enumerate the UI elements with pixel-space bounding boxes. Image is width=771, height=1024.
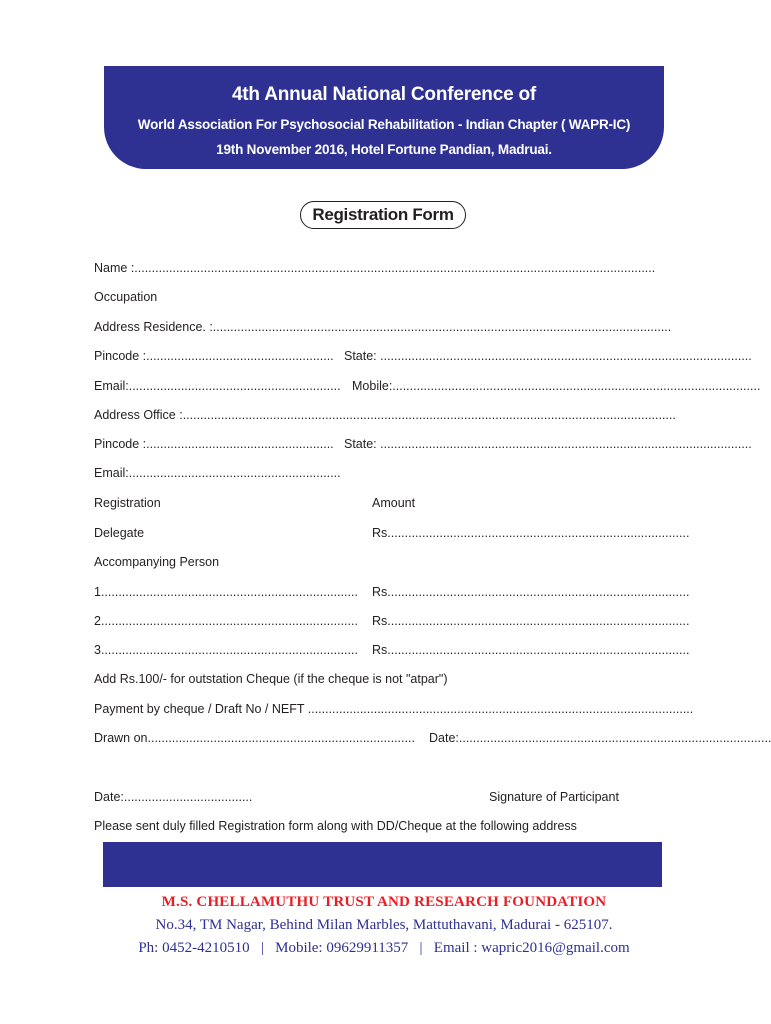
outstation-cheque-note: Add Rs.100/- for outstation Cheque (if the cheque is not "atpar") <box>94 672 448 686</box>
occupation-label: Occupation <box>94 290 158 304</box>
conference-event-details: 19th November 2016, Hotel Fortune Pandian, Madruai. <box>216 142 552 157</box>
conference-title: 4th Annual National Conference of <box>231 84 537 105</box>
payment-cheque-field[interactable]: Payment by cheque / Draft No / NEFT ............................................................................................................... <box>94 702 694 716</box>
delegate-label: Delegate <box>94 526 145 540</box>
accompanying-person-3-field[interactable]: 3.......................................................................... <box>94 643 358 657</box>
signature-date-field[interactable]: Date:..................................... <box>94 790 253 804</box>
email-residence-field[interactable]: Email:............................................................. <box>94 379 341 393</box>
accompanying-person-2-field[interactable]: 2.......................................................................... <box>94 614 358 628</box>
drawn-on-field[interactable]: Drawn on............................................................................. <box>94 731 415 745</box>
name-field[interactable]: Name :...................................................................................................................................................... <box>94 261 656 275</box>
accompanying-person-1-amount-field[interactable]: Rs....................................................................................... <box>372 585 690 599</box>
signature-label: Signature of Participant <box>489 790 619 804</box>
email-office-field[interactable]: Email:............................................................. <box>94 466 341 480</box>
conference-banner <box>104 66 664 169</box>
delegate-amount-field[interactable]: Rs....................................................................................... <box>372 526 690 540</box>
pincode-residence-field[interactable]: Pincode :...................................................... <box>94 349 334 363</box>
payment-date-field[interactable]: Date:.......................................................................................... <box>429 731 771 745</box>
amount-column-label: Amount <box>372 496 416 510</box>
foundation-address: No.34, TM Nagar, Behind Milan Marbles, Mattuthavani, Madurai - 625107. <box>155 917 613 933</box>
state-office-field[interactable]: State: ........................................................................................................... <box>344 437 752 451</box>
pincode-office-field[interactable]: Pincode :...................................................... <box>94 437 334 451</box>
registration-column-label: Registration <box>94 496 161 510</box>
instruction-text: Please sent duly filled Registration form along with DD/Cheque at the following address <box>94 819 577 833</box>
accompanying-person-3-amount-field[interactable]: Rs....................................................................................... <box>372 643 690 657</box>
accompanying-person-1-field[interactable]: 1.......................................................................... <box>94 585 358 599</box>
accompanying-person-2-amount-field[interactable]: Rs....................................................................................... <box>372 614 690 628</box>
foundation-name: M.S. CHELLAMUTHU TRUST AND RESEARCH FOUNDATION <box>161 894 607 910</box>
address-bar <box>103 842 662 887</box>
state-residence-field[interactable]: State: ........................................................................................................... <box>344 349 752 363</box>
accompanying-person-label: Accompanying Person <box>94 555 220 569</box>
address-office-field[interactable]: Address Office :.............................................................................................................................................. <box>94 408 676 422</box>
conference-subtitle: World Association For Psychosocial Rehabilitation - Indian Chapter ( WAPR-IC) <box>137 117 631 132</box>
address-residence-field[interactable]: Address Residence. :.................................................................................................................................... <box>94 320 672 334</box>
foundation-contact: Ph: 0452-4210510 | Mobile: 09629911357 | Email : wapric2016@gmail.com <box>138 940 630 956</box>
mobile-field[interactable]: Mobile:.......................................................................................................... <box>352 379 761 393</box>
form-title: Registration Form <box>300 201 466 229</box>
